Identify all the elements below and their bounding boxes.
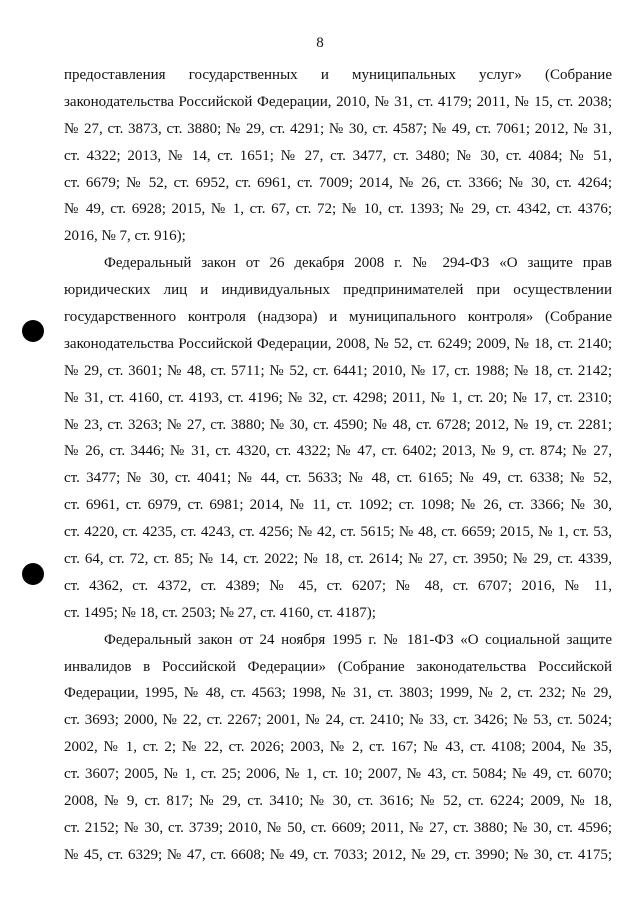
text-line: Федеральный закон от 24 ноября 1995 г. № 181-ФЗ «О социальной защите	[104, 631, 612, 648]
text-line: ст. 4362, ст. 4372, ст. 4389; № 45, ст. 6207; № 48, ст. 6707; 2016, № 11,	[64, 577, 612, 594]
text-line: № 26, ст. 3446; № 31, ст. 4320, ст. 4322; № 47, ст. 6402; 2013, № 9, ст. 874; № 27,	[64, 443, 612, 460]
text-line: ст. 6679; № 52, ст. 6952, ст. 6961, ст. 7009; 2014, № 26, ст. 3366; № 30, ст. 4264;	[64, 174, 612, 191]
text-line: ст. 64, ст. 72, ст. 85; № 14, ст. 2022; № 18, ст. 2614; № 27, ст. 3950; № 29, ст. 4339,	[64, 551, 612, 568]
punch-hole-mark	[22, 563, 44, 585]
text-line: инвалидов в Российской Федерации» (Собрание законодательства Российской	[64, 658, 612, 675]
text-line: законодательства Российской Федерации, 2010, № 31, ст. 4179; 2011, № 15, ст. 2038;	[64, 93, 612, 110]
text-line: предоставления государственных и муниципальных услуг» (Собрание	[64, 67, 612, 83]
text-line: ст. 3477; № 30, ст. 4041; № 44, ст. 5633; № 48, ст. 6165; № 49, ст. 6338; № 52,	[64, 470, 612, 487]
text-line: 2016, № 7, ст. 916);	[64, 228, 186, 245]
text-line: законодательства Российской Федерации, 2008, № 52, ст. 6249; 2009, № 18, ст. 2140;	[64, 335, 612, 352]
text-line: № 49, ст. 6928; 2015, № 1, ст. 67, ст. 72; № 10, ст. 1393; № 29, ст. 4342, ст. 4376;	[64, 201, 612, 218]
punch-hole-mark	[22, 320, 44, 342]
text-line: № 27, ст. 3873, ст. 3880; № 29, ст. 4291; № 30, ст. 4587; № 49, ст. 7061; 2012, № 31,	[64, 120, 612, 137]
text-line: 2008, № 9, ст. 817; № 29, ст. 3410; № 30, ст. 3616; № 52, ст. 6224; 2009, № 18,	[64, 793, 612, 810]
text-line: Федеральный закон от 26 декабря 2008 г. № 294-ФЗ «О защите прав	[104, 255, 612, 272]
text-line: № 29, ст. 3601; № 48, ст. 5711; № 52, ст. 6441; 2010, № 17, ст. 1988; № 18, ст. 2142;	[64, 362, 612, 379]
text-line: ст. 1495; № 18, ст. 2503; № 27, ст. 4160, ст. 4187);	[64, 604, 376, 621]
text-line: № 23, ст. 3263; № 27, ст. 3880; № 30, ст. 4590; № 48, ст. 6728; 2012, № 19, ст. 2281;	[64, 416, 612, 433]
text-line: № 31, ст. 4160, ст. 4193, ст. 4196; № 32, ст. 4298; 2011, № 1, ст. 20; № 17, ст. 2310;	[64, 389, 612, 406]
document-body	[64, 62, 612, 869]
text-line: ст. 4322; 2013, № 14, ст. 1651; № 27, ст. 3477, ст. 3480; № 30, ст. 4084; № 51,	[64, 147, 612, 164]
text-line: ст. 3693; 2000, № 22, ст. 2267; 2001, № 24, ст. 2410; № 33, ст. 3426; № 53, ст. 5024;	[64, 712, 612, 729]
text-line: № 45, ст. 6329; № 47, ст. 6608; № 49, ст. 7033; 2012, № 29, ст. 3990; № 30, ст. 4175;	[64, 846, 612, 863]
text-line: ст. 4220, ст. 4235, ст. 4243, ст. 4256; № 42, ст. 5615; № 48, ст. 6659; 2015, № 1, ст. 53,	[64, 524, 612, 541]
text-line: 2002, № 1, ст. 2; № 22, ст. 2026; 2003, № 2, ст. 167; № 43, ст. 4108; 2004, № 35,	[64, 739, 612, 756]
page-number: 8	[316, 35, 324, 51]
text-line: ст. 3607; 2005, № 1, ст. 25; 2006, № 1, ст. 10; 2007, № 43, ст. 5084; № 49, ст. 6070;	[64, 766, 612, 783]
text-line: юридических лиц и индивидуальных предпринимателей при осуществлении	[64, 282, 612, 299]
text-line: ст. 6961, ст. 6979, ст. 6981; 2014, № 11, ст. 1092; ст. 1098; № 26, ст. 3366; № 30,	[64, 497, 612, 514]
text-line: государственного контроля (надзора) и муниципального контроля» (Собрание	[64, 309, 612, 326]
text-line: Федерации, 1995, № 48, ст. 4563; 1998, № 31, ст. 3803; 1999, № 2, ст. 232; № 29,	[64, 685, 612, 702]
text-line: ст. 2152; № 30, ст. 3739; 2010, № 50, ст. 6609; 2011, № 27, ст. 3880; № 30, ст. 4596;	[64, 819, 612, 836]
